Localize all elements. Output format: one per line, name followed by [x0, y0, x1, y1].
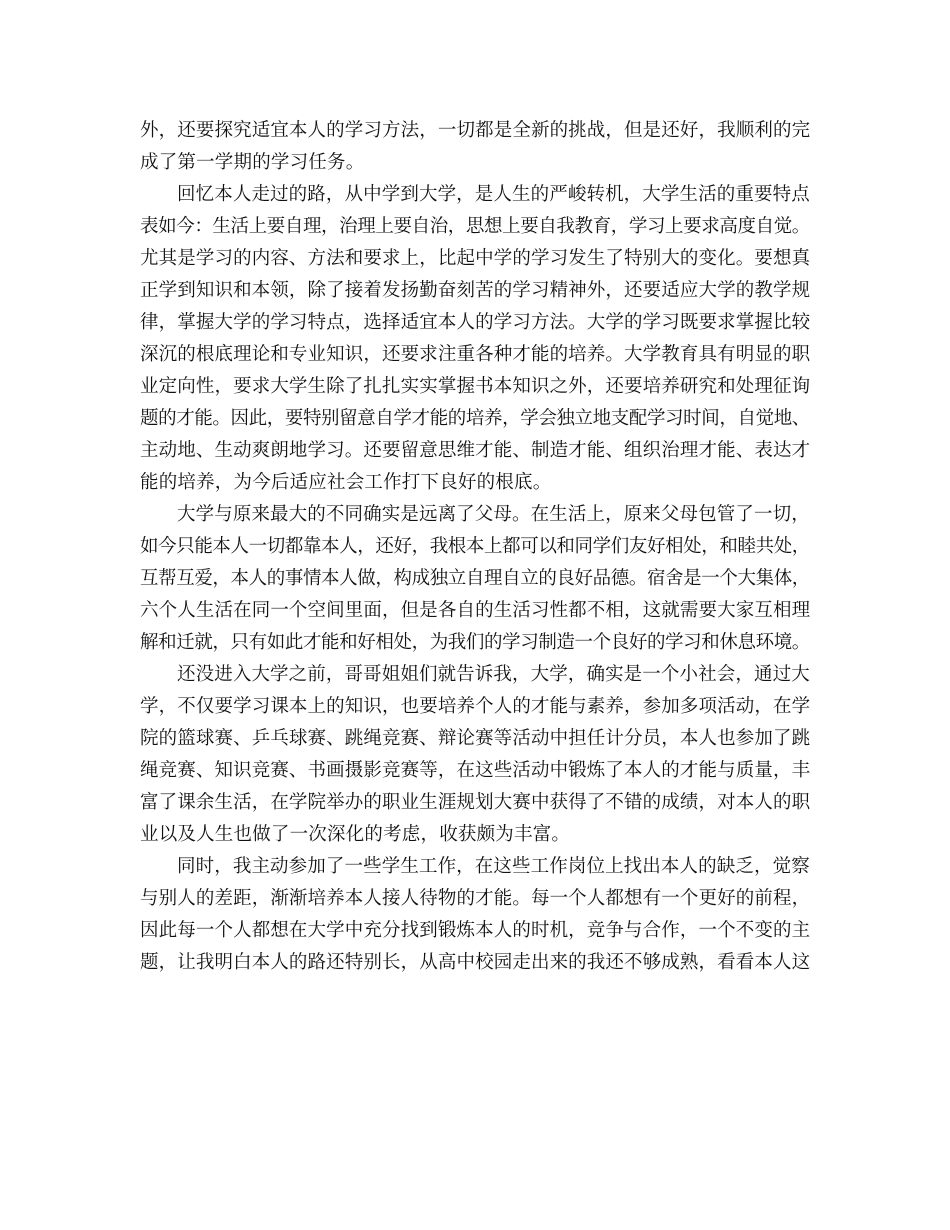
text-line: 互帮互爱，本人的事情本人做，构成独立自理自立的良好品德。宿舍是一个大集体，	[140, 568, 810, 589]
text-line: 主动地、生动爽朗地学习。还要留意思维才能、制造才能、组织治理才能、表达才	[140, 440, 811, 461]
text-line: 绳竞赛、知识竞赛、书画摄影竞赛等，在这些活动中锻炼了本人的才能与质量，丰	[140, 760, 811, 781]
text-line: 与别人的差距，渐渐培养本人接人待物的才能。每一个人都想有一个更好的前程，	[140, 888, 811, 909]
text-line: 业以及人生也做了一次深化的考虑，收获颇为丰富。	[140, 824, 571, 845]
text-line: 外，还要探究适宜本人的学习方法，一切都是全新的挑战，但是还好，我顺利的完	[140, 120, 811, 141]
text-line: 深沉的根底理论和专业知识，还要求注重各种才能的培养。大学教育具有明显的职	[140, 344, 811, 365]
text-line: 能的培养，为今后适应社会工作打下良好的根底。	[140, 472, 552, 493]
text-line: 业定向性，要求大学生除了扎扎实实掌握书本知识之外，还要培养研究和处理征询	[140, 376, 811, 397]
text-line: 如今只能本人一切都靠本人，还好，我根本上都可以和同学们友好相处，和睦共处，	[140, 536, 810, 557]
text-line: 因此每一个人都想在大学中充分找到锻炼本人的时机，竞争与合作，一个不变的主	[140, 920, 811, 941]
paragraph-first-line: 回忆本人走过的路，从中学到大学，是人生的严峻转机，大学生活的重要特点	[177, 184, 810, 205]
paragraph-first-line: 同时，我主动参加了一些学生工作，在这些工作岗位上找出本人的缺乏，觉察	[177, 856, 810, 877]
text-line: 解和迁就，只有如此才能和好相处，为我们的学习制造一个良好的学习和休息环境。	[140, 632, 810, 653]
text-line: 律，掌握大学的学习特点，选择适宜本人的学习方法。大学的学习既要求掌握比较	[140, 312, 811, 333]
paragraph-first-line: 还没进入大学之前，哥哥姐姐们就告诉我，大学，确实是一个小社会，通过大	[177, 664, 810, 685]
text-line: 表如今：生活上要自理，治理上要自治，思想上要自我教育，学习上要求高度自觉。	[140, 216, 810, 237]
paragraph-first-line: 大学与原来最大的不同确实是远离了父母。在生活上，原来父母包管了一切，	[177, 504, 810, 525]
text-line: 题的才能。因此，要特别留意自学才能的培养，学会独立地支配学习时间，自觉地、	[140, 408, 810, 429]
text-line: 成了第一学期的学习任务。	[140, 152, 365, 173]
text-line: 院的篮球赛、乒乓球赛、跳绳竞赛、辩论赛等活动中担任计分员，本人也参加了跳	[140, 728, 811, 749]
document-body	[140, 115, 810, 979]
text-line: 尤其是学习的内容、方法和要求上，比起中学的学习发生了特别大的变化。要想真	[140, 248, 811, 269]
text-line: 正学到知识和本领，除了接着发扬勤奋刻苦的学习精神外，还要适应大学的教学规	[140, 280, 811, 301]
text-line: 学，不仅要学习课本上的知识，也要培养个人的才能与素养，参加多项活动，在学	[140, 696, 811, 717]
text-line: 题，让我明白本人的路还特别长，从高中校园走出来的我还不够成熟，看看本人这	[140, 952, 811, 973]
text-line: 富了课余生活，在学院举办的职业生涯规划大赛中获得了不错的成绩，对本人的职	[140, 792, 811, 813]
text-line: 六个人生活在同一个空间里面，但是各自的生活习性都不相，这就需要大家互相理	[140, 600, 811, 621]
